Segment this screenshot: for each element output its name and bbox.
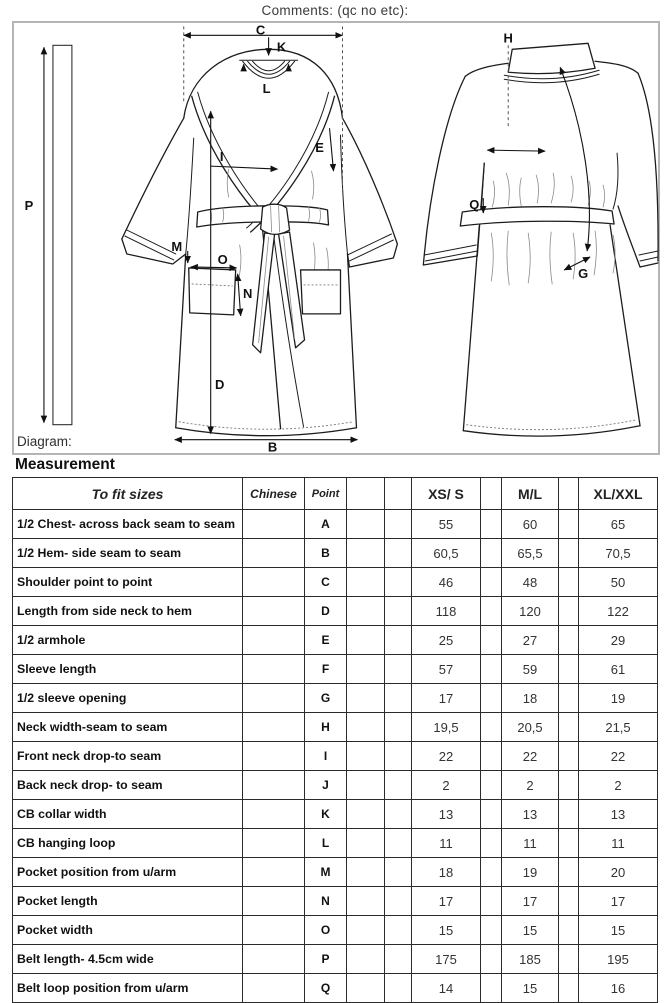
chinese-cell [243,858,305,887]
chinese-cell [243,742,305,771]
measurement-row [13,713,658,742]
spacer-cell [481,974,502,1003]
chinese-cell [243,945,305,974]
spacer-cell [481,568,502,597]
spacer-cell [481,713,502,742]
value-xl-xxl: 70,5 [579,539,658,568]
diagram-front-view [25,22,398,454]
spacer-cell [481,655,502,684]
chinese-cell [243,713,305,742]
measurement-row [13,945,658,974]
value-m-l: 120 [502,597,559,626]
spacer-cell [481,626,502,655]
chinese-cell [243,887,305,916]
row-label: CB collar width [13,800,243,829]
spacer-cell [347,858,385,887]
value-xs-s: 13 [412,800,481,829]
measurement-row [13,539,658,568]
spacer-cell [385,655,412,684]
spacer-cell [347,800,385,829]
header-spacer [559,478,579,510]
point-label-C: C [255,22,266,38]
value-xs-s: 11 [412,829,481,858]
measurement-row [13,568,658,597]
value-xs-s: 25 [412,626,481,655]
spacer-cell [385,945,412,974]
row-label: Sleeve length [13,655,243,684]
spacer-cell [559,655,579,684]
point-cell: L [305,829,347,858]
spacer-cell [559,916,579,945]
header-chinese: Chinese [243,478,305,510]
row-label: Pocket length [13,887,243,916]
point-label-H: H [503,30,513,46]
header-spacer [481,478,502,510]
header-spacer [347,478,385,510]
spacer-cell [385,771,412,800]
value-xs-s: 22 [412,742,481,771]
value-m-l: 13 [502,800,559,829]
spacer-cell [559,800,579,829]
value-xs-s: 17 [412,887,481,916]
spacer-cell [385,684,412,713]
point-label-O: O [217,251,228,267]
measurement-title: Measurement [15,456,115,473]
chinese-cell [243,829,305,858]
value-xs-s: 14 [412,974,481,1003]
spacer-cell [385,568,412,597]
chinese-cell [243,974,305,1003]
measurement-row [13,510,658,539]
point-label-M: M [171,238,183,254]
measurement-row [13,684,658,713]
spacer-cell [481,742,502,771]
value-m-l: 48 [502,568,559,597]
point-cell: I [305,742,347,771]
value-m-l: 65,5 [502,539,559,568]
point-label-Q: Q [469,197,480,213]
chinese-cell [243,539,305,568]
header-to-fit-sizes: To fit sizes [13,478,243,510]
diagram-label: Diagram: [17,434,72,449]
spacer-cell [481,858,502,887]
diagram-svg [14,23,658,453]
spacer-cell [481,945,502,974]
spacer-cell [559,742,579,771]
spacer-cell [481,684,502,713]
point-cell: K [305,800,347,829]
value-xs-s: 57 [412,655,481,684]
spacer-cell [481,800,502,829]
row-label: Pocket position from u/arm [13,858,243,887]
chinese-cell [243,597,305,626]
spacer-cell [385,916,412,945]
spacer-cell [385,626,412,655]
spacer-cell [385,742,412,771]
sleeve-length-arrow [560,67,589,251]
point-cell: G [305,684,347,713]
measurement-row [13,800,658,829]
measurement-table [12,477,658,1003]
spacer-cell [559,858,579,887]
spacer-cell [385,597,412,626]
row-label: CB hanging loop [13,829,243,858]
point-cell: E [305,626,347,655]
point-label-P: P [24,198,34,214]
value-m-l: 60 [502,510,559,539]
spacer-cell [559,713,579,742]
spacer-cell [559,539,579,568]
measurement-row [13,829,658,858]
value-m-l: 185 [502,945,559,974]
row-label: Front neck drop-to seam [13,742,243,771]
value-xl-xxl: 122 [579,597,658,626]
spacer-cell [559,974,579,1003]
row-label: 1/2 Hem- side seam to seam [13,539,243,568]
belt-piece [53,45,72,424]
spacer-cell [481,539,502,568]
spacer-cell [559,829,579,858]
spacer-cell [559,887,579,916]
point-cell: B [305,539,347,568]
point-cell: M [305,858,347,887]
point-cell: F [305,655,347,684]
spacer-cell [559,597,579,626]
row-label: Back neck drop- to seam [13,771,243,800]
value-xl-xxl: 29 [579,626,658,655]
value-m-l: 11 [502,829,559,858]
spacer-cell [347,684,385,713]
diagram-back-view [423,30,658,436]
point-cell: P [305,945,347,974]
point-label-B: B [267,439,278,455]
value-xl-xxl: 22 [579,742,658,771]
spacer-cell [559,568,579,597]
value-xl-xxl: 17 [579,887,658,916]
measurement-row [13,655,658,684]
spacer-cell [481,887,502,916]
spacer-cell [481,510,502,539]
belt-tie-right [279,232,305,348]
value-xl-xxl: 16 [579,974,658,1003]
measurement-header-row [13,478,658,510]
row-label: Shoulder point to point [13,568,243,597]
point-cell: C [305,568,347,597]
spacer-cell [347,626,385,655]
spacer-cell [385,858,412,887]
spacer-cell [347,887,385,916]
value-m-l: 15 [502,916,559,945]
spacer-cell [481,597,502,626]
value-xl-xxl: 19 [579,684,658,713]
value-xl-xxl: 20 [579,858,658,887]
value-xs-s: 60,5 [412,539,481,568]
belt-knot [261,204,290,234]
measurement-row [13,597,658,626]
row-label: Neck width-seam to seam [13,713,243,742]
measurement-row [13,916,658,945]
spacer-cell [347,974,385,1003]
point-label-L: L [262,81,271,97]
row-label: Belt loop position from u/arm [13,974,243,1003]
spacer-cell [385,829,412,858]
spacer-cell [559,510,579,539]
chinese-cell [243,568,305,597]
row-label: Length from side neck to hem [13,597,243,626]
point-label-G: G [578,265,589,281]
value-m-l: 19 [502,858,559,887]
spacer-cell [559,771,579,800]
measurement-row [13,626,658,655]
measurement-row [13,887,658,916]
point-cell: O [305,916,347,945]
value-xs-s: 118 [412,597,481,626]
value-m-l: 18 [502,684,559,713]
chinese-cell [243,800,305,829]
spacer-cell [385,510,412,539]
point-cell: A [305,510,347,539]
spacer-cell [347,510,385,539]
value-m-l: 22 [502,742,559,771]
spacer-cell [347,945,385,974]
row-label: 1/2 Chest- across back seam to seam [13,510,243,539]
measurement-row [13,858,658,887]
spacer-cell [347,916,385,945]
value-xl-xxl: 195 [579,945,658,974]
row-label: 1/2 armhole [13,626,243,655]
spacer-cell [347,568,385,597]
header-point: Point [305,478,347,510]
spacer-cell [385,887,412,916]
spacer-cell [559,684,579,713]
spacer-cell [347,597,385,626]
header-m-l: M/L [502,478,559,510]
spacer-cell [559,945,579,974]
value-xs-s: 15 [412,916,481,945]
point-label-E: E [315,140,324,156]
value-xl-xxl: 11 [579,829,658,858]
value-m-l: 20,5 [502,713,559,742]
point-label-D: D [214,376,225,392]
point-cell: H [305,713,347,742]
right-pocket [301,270,341,314]
spacer-cell [385,713,412,742]
diagram-box [12,21,660,455]
spacer-cell [559,626,579,655]
value-xs-s: 46 [412,568,481,597]
spacer-cell [347,655,385,684]
spacer-cell [347,539,385,568]
header-xs-s: XS/ S [412,478,481,510]
point-label-I: I [219,149,224,165]
spacer-cell [347,771,385,800]
header-spacer [385,478,412,510]
row-label: Pocket width [13,916,243,945]
point-cell: N [305,887,347,916]
row-label: 1/2 sleeve opening [13,684,243,713]
point-cell: J [305,771,347,800]
spacer-cell [481,771,502,800]
spacer-cell [481,916,502,945]
point-label-K: K [276,39,287,55]
spacer-cell [385,800,412,829]
spacer-cell [347,742,385,771]
value-xl-xxl: 50 [579,568,658,597]
value-xs-s: 18 [412,858,481,887]
value-xs-s: 175 [412,945,481,974]
value-xl-xxl: 65 [579,510,658,539]
spacer-cell [481,829,502,858]
point-label-N: N [242,285,253,301]
measurement-row [13,771,658,800]
value-xl-xxl: 15 [579,916,658,945]
chinese-cell [243,626,305,655]
value-m-l: 27 [502,626,559,655]
chinese-cell [243,771,305,800]
comments-label: Comments: (qc no etc): [261,3,409,18]
value-xl-xxl: 13 [579,800,658,829]
chinese-cell [243,510,305,539]
point-cell: D [305,597,347,626]
measurement-row [13,742,658,771]
spacer-cell [385,539,412,568]
value-m-l: 15 [502,974,559,1003]
value-xl-xxl: 21,5 [579,713,658,742]
value-m-l: 2 [502,771,559,800]
row-label: Belt length- 4.5cm wide [13,945,243,974]
left-pocket [189,268,236,315]
spacer-cell [385,974,412,1003]
spacer-cell [347,713,385,742]
value-m-l: 17 [502,887,559,916]
value-xs-s: 17 [412,684,481,713]
chinese-cell [243,916,305,945]
value-xs-s: 55 [412,510,481,539]
value-m-l: 59 [502,655,559,684]
value-xs-s: 2 [412,771,481,800]
measurement-row [13,974,658,1003]
header-xl-xxl: XL/XXL [579,478,658,510]
value-xl-xxl: 61 [579,655,658,684]
measurement-table-body [13,510,658,1003]
chinese-cell [243,684,305,713]
value-xs-s: 19,5 [412,713,481,742]
chinese-cell [243,655,305,684]
point-cell: Q [305,974,347,1003]
value-xl-xxl: 2 [579,771,658,800]
spacer-cell [347,829,385,858]
